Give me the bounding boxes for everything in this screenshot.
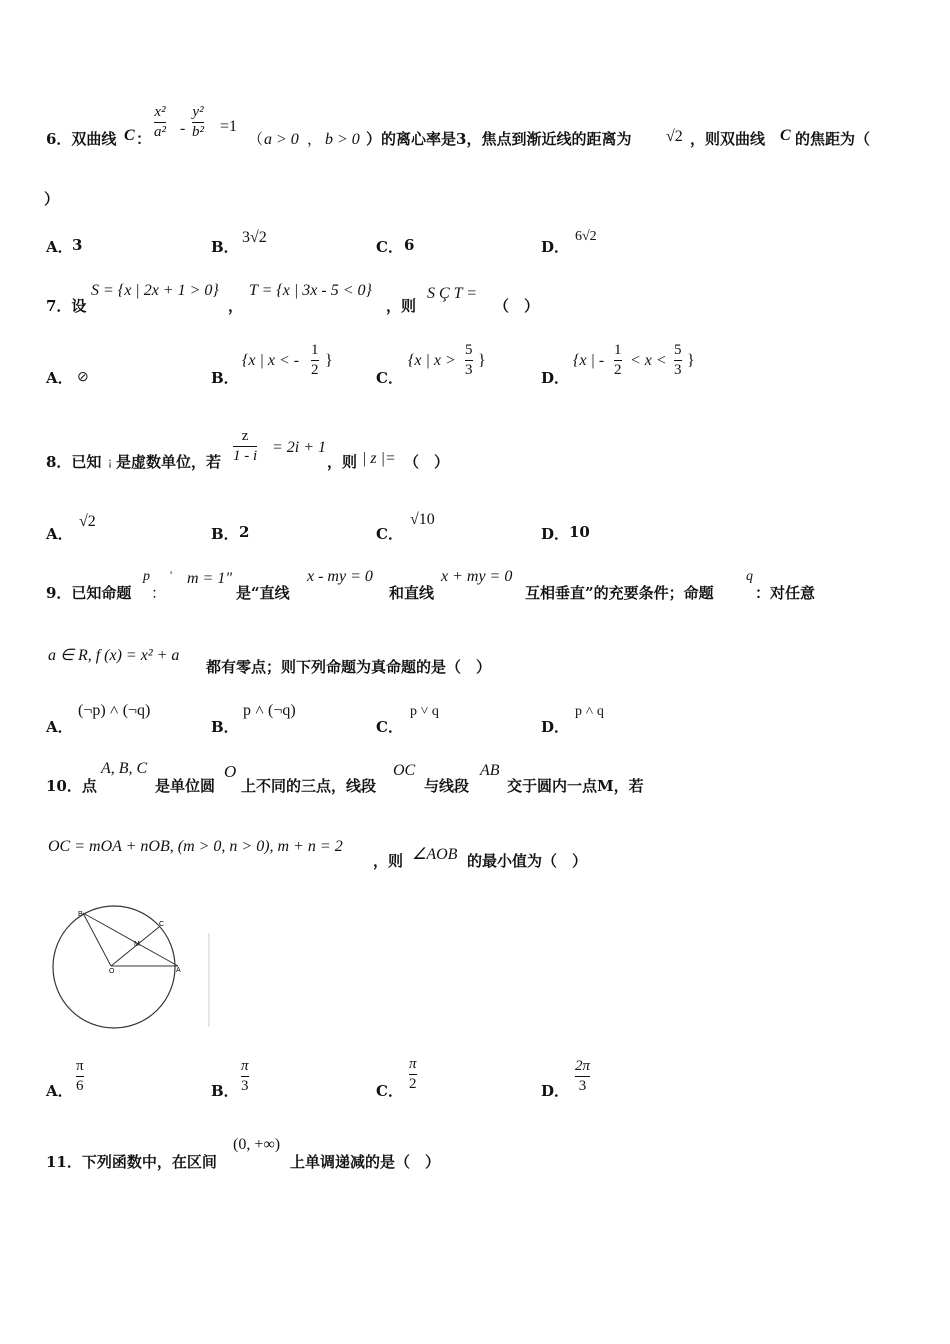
- q6-text-3: 的焦距为（: [795, 130, 871, 148]
- label-a: A: [176, 967, 181, 974]
- q9-q: q: [746, 569, 753, 584]
- q7-set-t: T = {x | 3x - 5 < 0}: [249, 282, 372, 299]
- q7-option-a-label: A．: [46, 369, 73, 387]
- q8-option-b-label: B．: [211, 525, 239, 543]
- q7-number: 7．设: [46, 297, 87, 315]
- q7-option-b-right: }: [325, 352, 333, 369]
- q6-equals-one: =1: [220, 118, 238, 135]
- q6-fraction-x: x² a²: [154, 104, 166, 140]
- q7-expression: S Ç T =: [427, 285, 478, 302]
- q8-option-c-label: C．: [376, 525, 403, 543]
- q7-option-c-right: }: [478, 352, 486, 369]
- q7-option-d-left: {x | -: [573, 352, 605, 369]
- q9-option-b-label: B．: [211, 718, 239, 736]
- q10-option-a-label: A．: [46, 1082, 73, 1100]
- q7-option-d-mid: < x <: [630, 352, 667, 369]
- q8-rhs: = 2i + 1: [272, 439, 327, 456]
- q10-segment-oc: OC: [393, 762, 416, 779]
- q10-option-c: π 2: [409, 1056, 417, 1092]
- q10-option-c-label: C．: [376, 1082, 403, 1100]
- q6-option-d-label: D．: [541, 238, 570, 256]
- q9-option-d-label: D．: [541, 718, 570, 736]
- q10-text-2: 上不同的三点，线段: [241, 777, 377, 795]
- q10-then: ，则: [373, 852, 404, 870]
- q7-option-d-label: D．: [541, 369, 570, 387]
- q10-option-b: π 3: [241, 1058, 249, 1094]
- q6-option-b: 3√2: [242, 229, 267, 246]
- q7-option-c-fraction: 5 3: [465, 342, 473, 378]
- q6-curve-name: C: [124, 127, 135, 144]
- q7-set-s: S = {x | 2x + 1 > 0}: [91, 282, 219, 299]
- q10-segment-ab: AB: [480, 762, 500, 779]
- q8-number: 8．已知: [46, 453, 102, 471]
- q10-text-4: 交于圆内一点M，若: [507, 777, 644, 795]
- q8-option-d: 10: [569, 523, 590, 541]
- q9-option-c-label: C．: [376, 718, 403, 736]
- q9-quote: ': [170, 568, 173, 582]
- q7-option-d-fraction-1: 1 2: [614, 342, 622, 378]
- q6-paren-left: （: [248, 130, 264, 148]
- q6-number: 6．双曲线: [46, 130, 117, 148]
- q7-comma: ，: [228, 297, 244, 315]
- q6-option-a-label: A．: [46, 238, 73, 256]
- q6-curve-name-2: C: [780, 127, 791, 144]
- label-c: C: [159, 921, 165, 928]
- q9-m-equals-1: m = 1": [187, 570, 233, 587]
- q8-option-d-label: D．: [541, 525, 570, 543]
- q9-text-2: 和直线: [389, 584, 435, 602]
- q11-number: 11．下列函数中，在区间: [46, 1153, 217, 1171]
- q7-then: ，则: [386, 297, 417, 315]
- q9-option-b: p ˄ (¬q): [243, 702, 296, 719]
- q9-text-4: ：对任意: [755, 584, 816, 602]
- q6-cond-a: a > 0: [264, 131, 299, 148]
- q6-minus: -: [180, 120, 186, 137]
- q10-figure: [45, 893, 215, 1033]
- q11-text: 上单调递减的是（ ）: [290, 1153, 441, 1171]
- q10-equation: OC = mOA + nOB, (m > 0, n > 0), m + n = 2: [48, 838, 343, 855]
- q9-option-d: p ˄ q: [575, 704, 604, 719]
- q9-colon: ：: [151, 584, 167, 602]
- q10-option-d-label: D．: [541, 1082, 570, 1100]
- q10-text-5: 的最小值为（ ）: [467, 852, 588, 870]
- q9-line-2: x + my = 0: [441, 568, 513, 585]
- q8-abs: | z |=: [362, 450, 396, 467]
- q9-function: a ∈ R, f (x) = x² + a: [48, 647, 180, 664]
- q8-paren: （ ）: [404, 453, 450, 471]
- q8-option-c: √10: [410, 511, 435, 528]
- q9-text-3: 互相垂直”的充要条件；命题: [525, 584, 714, 602]
- q10-text-3: 与线段: [424, 777, 470, 795]
- q10-angle: ∠AOB: [412, 846, 458, 863]
- q10-points: A, B, C: [101, 760, 148, 777]
- q8-then: ，则: [327, 453, 358, 471]
- q9-p: p: [143, 569, 150, 584]
- q6-sqrt2: √2: [666, 128, 683, 145]
- q9-option-a-label: A．: [46, 718, 73, 736]
- q7-option-c-left: {x | x >: [408, 352, 456, 369]
- q10-number: 10．点: [46, 777, 97, 795]
- q8-option-a: √2: [79, 513, 96, 530]
- q7-option-c-label: C．: [376, 369, 403, 387]
- label-b: B: [78, 911, 83, 918]
- q11-interval: (0, +∞): [233, 1136, 281, 1153]
- q10-text-1: 是单位圆: [155, 777, 216, 795]
- q7-option-b-left: {x | x < -: [242, 352, 300, 369]
- q9-option-c: p ˅ q: [410, 704, 439, 719]
- q6-option-c-label: C．: [376, 238, 403, 256]
- q6-option-c: 6: [404, 236, 415, 254]
- q6-comma: ，: [307, 130, 323, 148]
- q6-close-paren: ）: [44, 190, 60, 208]
- q8-fraction: z 1 - i: [233, 428, 258, 464]
- label-m: M: [134, 941, 140, 948]
- label-o: O: [109, 968, 115, 975]
- unit-circle: [53, 906, 175, 1028]
- q10-option-b-label: B．: [211, 1082, 239, 1100]
- q7-option-a: ⊘: [77, 370, 89, 385]
- q7-option-d-fraction-2: 5 3: [674, 342, 682, 378]
- q6-option-b-label: B．: [211, 238, 239, 256]
- q8-imag-unit: ¡: [108, 454, 112, 468]
- q6-fraction-y: y² b²: [192, 104, 204, 140]
- q6-option-d: 6√2: [575, 229, 597, 244]
- q9-line-1: x - my = 0: [307, 568, 373, 585]
- q10-option-d: 2π 3: [575, 1058, 591, 1094]
- q8-text: 是虚数单位，若: [116, 453, 222, 471]
- q9-text-5: 都有零点；则下列命题为真命题的是（ ）: [206, 658, 492, 676]
- q6-text-2: ，则双曲线: [690, 130, 766, 148]
- q6-text: ）的离心率是3，焦点到渐近线的距离为: [366, 130, 632, 148]
- q7-option-b-label: B．: [211, 369, 239, 387]
- q6-cond-b: b > 0: [325, 131, 360, 148]
- q8-option-a-label: A．: [46, 525, 73, 543]
- q7-option-d-right: }: [687, 352, 695, 369]
- q6-option-a: 3: [72, 236, 83, 254]
- q9-text-1: 是“直线: [236, 584, 290, 602]
- q9-number: 9．已知命题: [46, 584, 132, 602]
- q8-option-b: 2: [239, 523, 250, 541]
- q7-option-b-fraction: 1 2: [311, 342, 319, 378]
- q10-circle-o: O: [224, 762, 237, 781]
- q6-colon: ：: [136, 130, 152, 148]
- q9-option-a: (¬p) ˄ (¬q): [78, 702, 151, 719]
- q10-option-a: π 6: [76, 1058, 84, 1094]
- q7-paren: （ ）: [494, 297, 540, 315]
